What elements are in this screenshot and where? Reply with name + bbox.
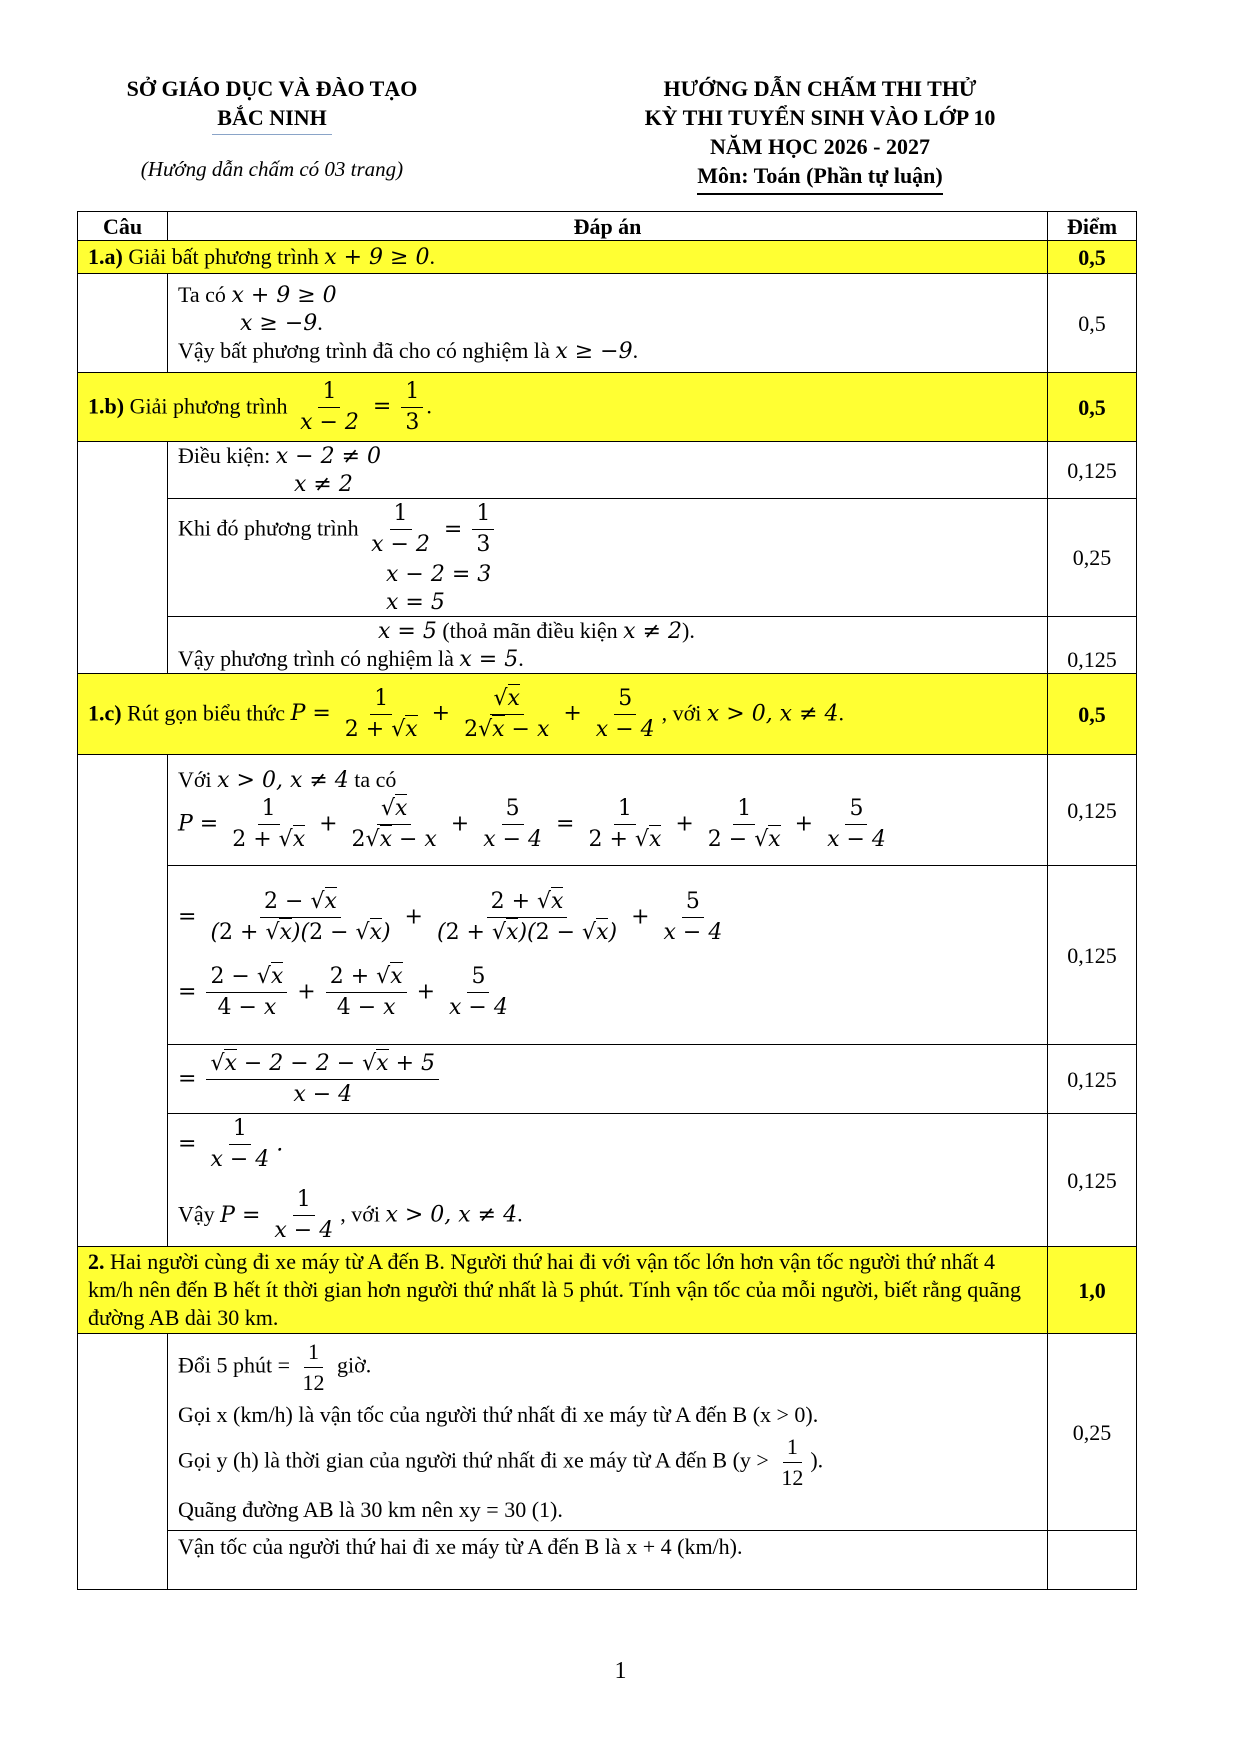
answer-1c-step3-score: 0,125 — [1048, 1045, 1137, 1114]
header-divider — [212, 134, 332, 135]
question-2: 2. Hai người cùng đi xe máy từ A đến B. Người thứ hai đi với vận tốc lớn hơn vận tốc người thứ nhất 4 km/h nên đến B hết ít thời gian hơn người thứ nhất là 5 phút. Tính vận tốc của mỗi người, biết rằng quãng đường AB dài 30 km. — [78, 1247, 1048, 1334]
school-year: NĂM HỌC 2026 - 2027 — [710, 134, 930, 159]
question-1c-row — [78, 674, 1137, 755]
answer-2-step1-row — [78, 1334, 1137, 1531]
question-2-score: 1,0 — [1048, 1247, 1137, 1334]
answer-1c-step4-row — [78, 1114, 1137, 1247]
col-header-answer: Đáp án — [168, 212, 1048, 241]
answer-1b-conclusion-score: 0,125 — [1048, 617, 1137, 674]
answer-1b-condition-score: 0,125 — [1048, 442, 1137, 499]
answer-1c-step2: = $\frac{2 - √x}{(2 + √x)(2 - √x)}$ + $\frac{2 + √x}{(2 + √x)(2 - √x)}$ + $\frac{5}{x - 4}$ = $\frac{2 - √x}{4 - x}$ + $\frac{2 + √x}{4 - x}$ + $\frac{5}{x - 4}$ — [168, 866, 1048, 1045]
document-title: HƯỚNG DẪN CHẤM THI THỬ — [663, 76, 977, 101]
question-1a: 1.a) Giải bất phương trình x + 9 ≥ 0. — [78, 241, 1048, 274]
answer-1b-solve: Khi đó phương trình $\frac{1}{x - 2}$ = $\frac{1}{3}$ x − 2 = 3 x = 5 — [168, 499, 1048, 617]
col-header-score: Điểm — [1048, 212, 1137, 241]
answer-1a-score: 0,5 — [1048, 274, 1137, 373]
question-1a-row — [78, 241, 1137, 274]
answer-1c-step1: Với x > 0, x ≠ 4 ta có P = $\frac{1}{2 + √x}$ + $\frac{√x}{2√x - x}$ + $\frac{5}{x - 4}$ = $\frac{1}{2 + √x}$ + $\frac{1}{2 - √x}$ + $\frac{5}{x - 4}$ — [168, 755, 1048, 866]
answer-2-step1-score: 0,25 — [1048, 1334, 1137, 1531]
answer-1c-step2-row — [78, 866, 1137, 1045]
answer-2-step2: Vận tốc của người thứ hai đi xe máy từ A đến B là x + 4 (km/h). — [168, 1531, 1048, 1590]
province-name: BẮC NINH — [217, 105, 327, 130]
answer-2-step1: Đổi 5 phút = $\frac{1}{12}$ giờ. Gọi x (km/h) là vận tốc của người thứ nhất đi xe máy từ A đến B (x > 0). Gọi y (h) là thời gian của người thứ nhất đi xe máy từ A đến B (y > $\frac{1}{12}$ ). Quãng đường AB là 30 km nên xy = 30 (1). — [168, 1334, 1048, 1531]
answer-1c-step1-score: 0,125 — [1048, 755, 1137, 866]
answer-1a: Ta có x + 9 ≥ 0 x ≥ −9. Vậy bất phương trình đã cho có nghiệm là x ≥ −9. — [168, 274, 1048, 373]
question-1c-score: 0,5 — [1048, 674, 1137, 755]
answer-1c-step2-score: 0,125 — [1048, 866, 1137, 1045]
question-1b-row — [78, 373, 1137, 442]
question-1c: 1.c) Rút gọn biểu thức P = $\frac{1}{2 + √x}$ + $\frac{√x}{2√x - x}$ + $\frac{5}{x - 4}$ , với x > 0, x ≠ 4. — [78, 674, 1048, 755]
answer-1b-condition-row — [78, 442, 1137, 499]
question-2-row — [78, 1247, 1137, 1334]
header-right — [600, 74, 1040, 195]
answer-1b-condition: Điều kiện: x − 2 ≠ 0 x ≠ 2 — [168, 442, 1048, 499]
department-name: SỞ GIÁO DỤC VÀ ĐÀO TẠO — [126, 76, 418, 101]
question-1a-score: 0,5 — [1048, 241, 1137, 274]
subject-title: Môn: Toán (Phần tự luận) — [697, 161, 943, 195]
answer-1b-conclusion: x = 5 (thoả mãn điều kiện x ≠ 2). Vậy phương trình có nghiệm là x = 5. — [168, 617, 1048, 674]
question-1b-score: 0,5 — [1048, 373, 1137, 442]
col-header-question: Câu — [78, 212, 168, 241]
answer-1c-step1-row — [78, 755, 1137, 866]
answer-1c-step3: = $\frac{√x - 2 - 2 - √x + 5}{x - 4}$ — [168, 1045, 1048, 1114]
answer-1c-step3-row — [78, 1045, 1137, 1114]
exam-name: KỲ THI TUYỂN SINH VÀO LỚP 10 — [644, 105, 996, 130]
page-count-note: (Hướng dẫn chấm có 03 trang) — [140, 157, 404, 181]
page-number: 1 — [614, 1658, 627, 1684]
answer-table — [77, 211, 1137, 1590]
answer-1c-step4: = $\frac{1}{x - 4}$ . Vậy P = $\frac{1}{x - 4}$ , với x > 0, x ≠ 4. — [168, 1114, 1048, 1247]
answer-1b-solve-row — [78, 499, 1137, 617]
answer-1b-solve-score: 0,25 — [1048, 499, 1137, 617]
answer-1a-row — [78, 274, 1137, 373]
question-1b: 1.b) Giải phương trình $\frac{1}{x - 2}$ = $\frac{1}{3}$ . — [78, 373, 1048, 442]
answer-1b-conclusion-row — [78, 617, 1137, 674]
header-left — [62, 74, 482, 182]
answer-2-step2-row — [78, 1531, 1137, 1590]
answer-1c-step4-score: 0,125 — [1048, 1114, 1137, 1247]
